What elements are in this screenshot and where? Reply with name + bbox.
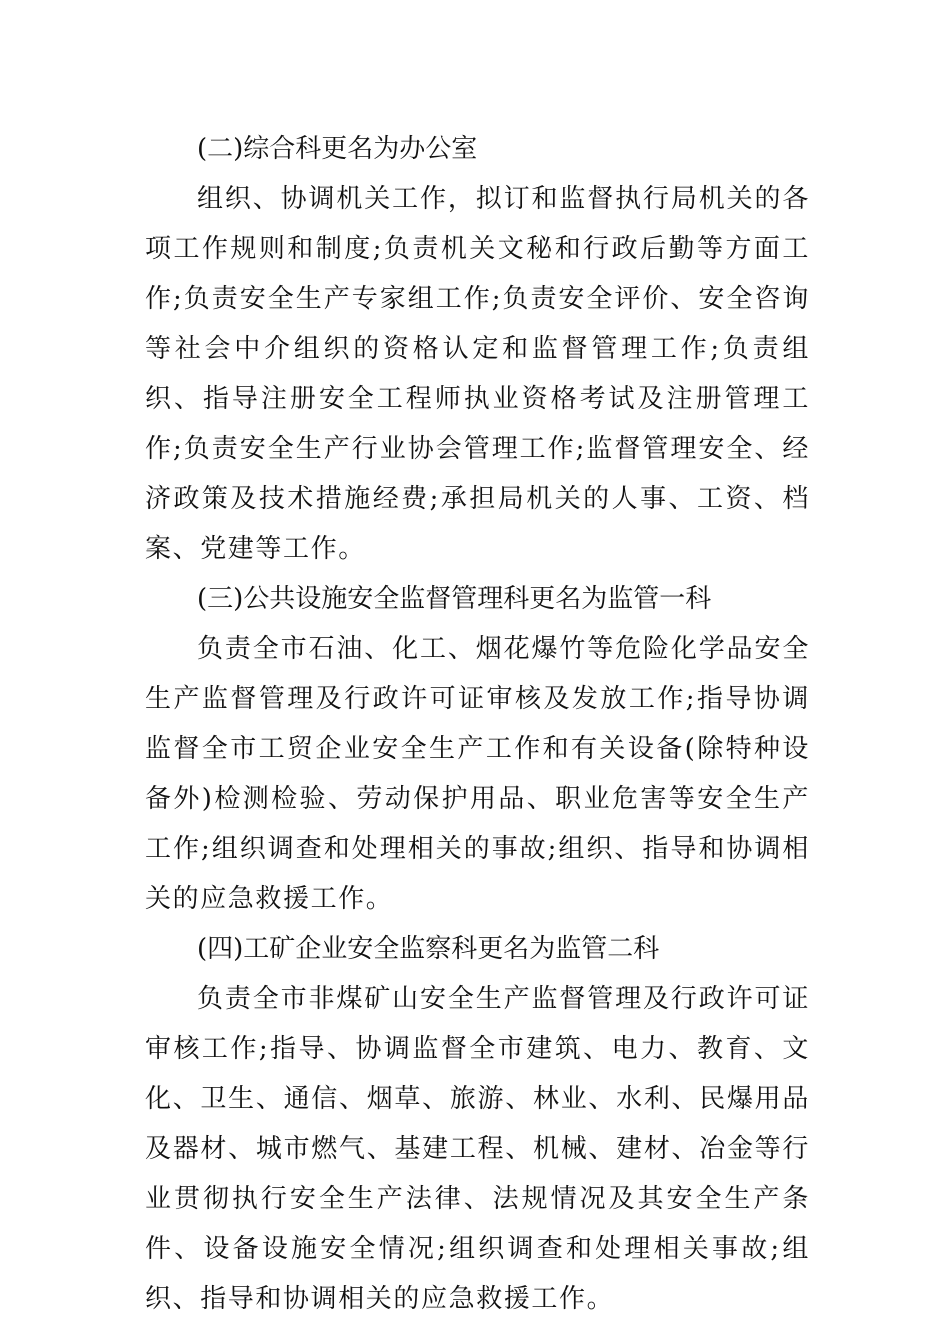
section-heading-supervision-one: (三)公共设施安全监督管理科更名为监管一科 bbox=[197, 584, 712, 614]
section-body-supervision-one: 负责全市石油、化工、烟花爆竹等危险化学品安全生产监督管理及行政许可证审核及发放工作;指导协调监督全市工贸企业安全生产工作和有关设备(除特种设备外)检测检验、劳动保护用品、职业危害等安全生产工作;组织调查和处理相关的事故;组织、指导和协调相关的应急救援工作。 bbox=[145, 634, 810, 914]
document-body bbox=[145, 124, 810, 1324]
section-body-supervision-two: 负责全市非煤矿山安全生产监督管理及行政许可证审核工作;指导、协调监督全市建筑、电力、教育、文化、卫生、通信、烟草、旅游、林业、水利、民爆用品及器材、城市燃气、基建工程、机械、建材、冶金等行业贯彻执行安全生产法律、法规情况及其安全生产条件、设备设施安全情况;组织调查和处理相关事故;组织、指导和协调相关的应急救援工作。 bbox=[145, 984, 810, 1314]
section-heading-office: (二)综合科更名为办公室 bbox=[197, 134, 478, 164]
section-body-office: 组织、协调机关工作，拟订和监督执行局机关的各项工作规则和制度;负责机关文秘和行政后勤等方面工作;负责安全生产专家组工作;负责安全评价、安全咨询等社会中介组织的资格认定和监督管理工作;负责组织、指导注册安全工程师执业资格考试及注册管理工作;负责安全生产行业协会管理工作;监督管理安全、经济政策及技术措施经费;承担局机关的人事、工资、档案、党建等工作。 bbox=[145, 184, 810, 564]
section-heading-supervision-two: (四)工矿企业安全监察科更名为监管二科 bbox=[197, 934, 660, 964]
